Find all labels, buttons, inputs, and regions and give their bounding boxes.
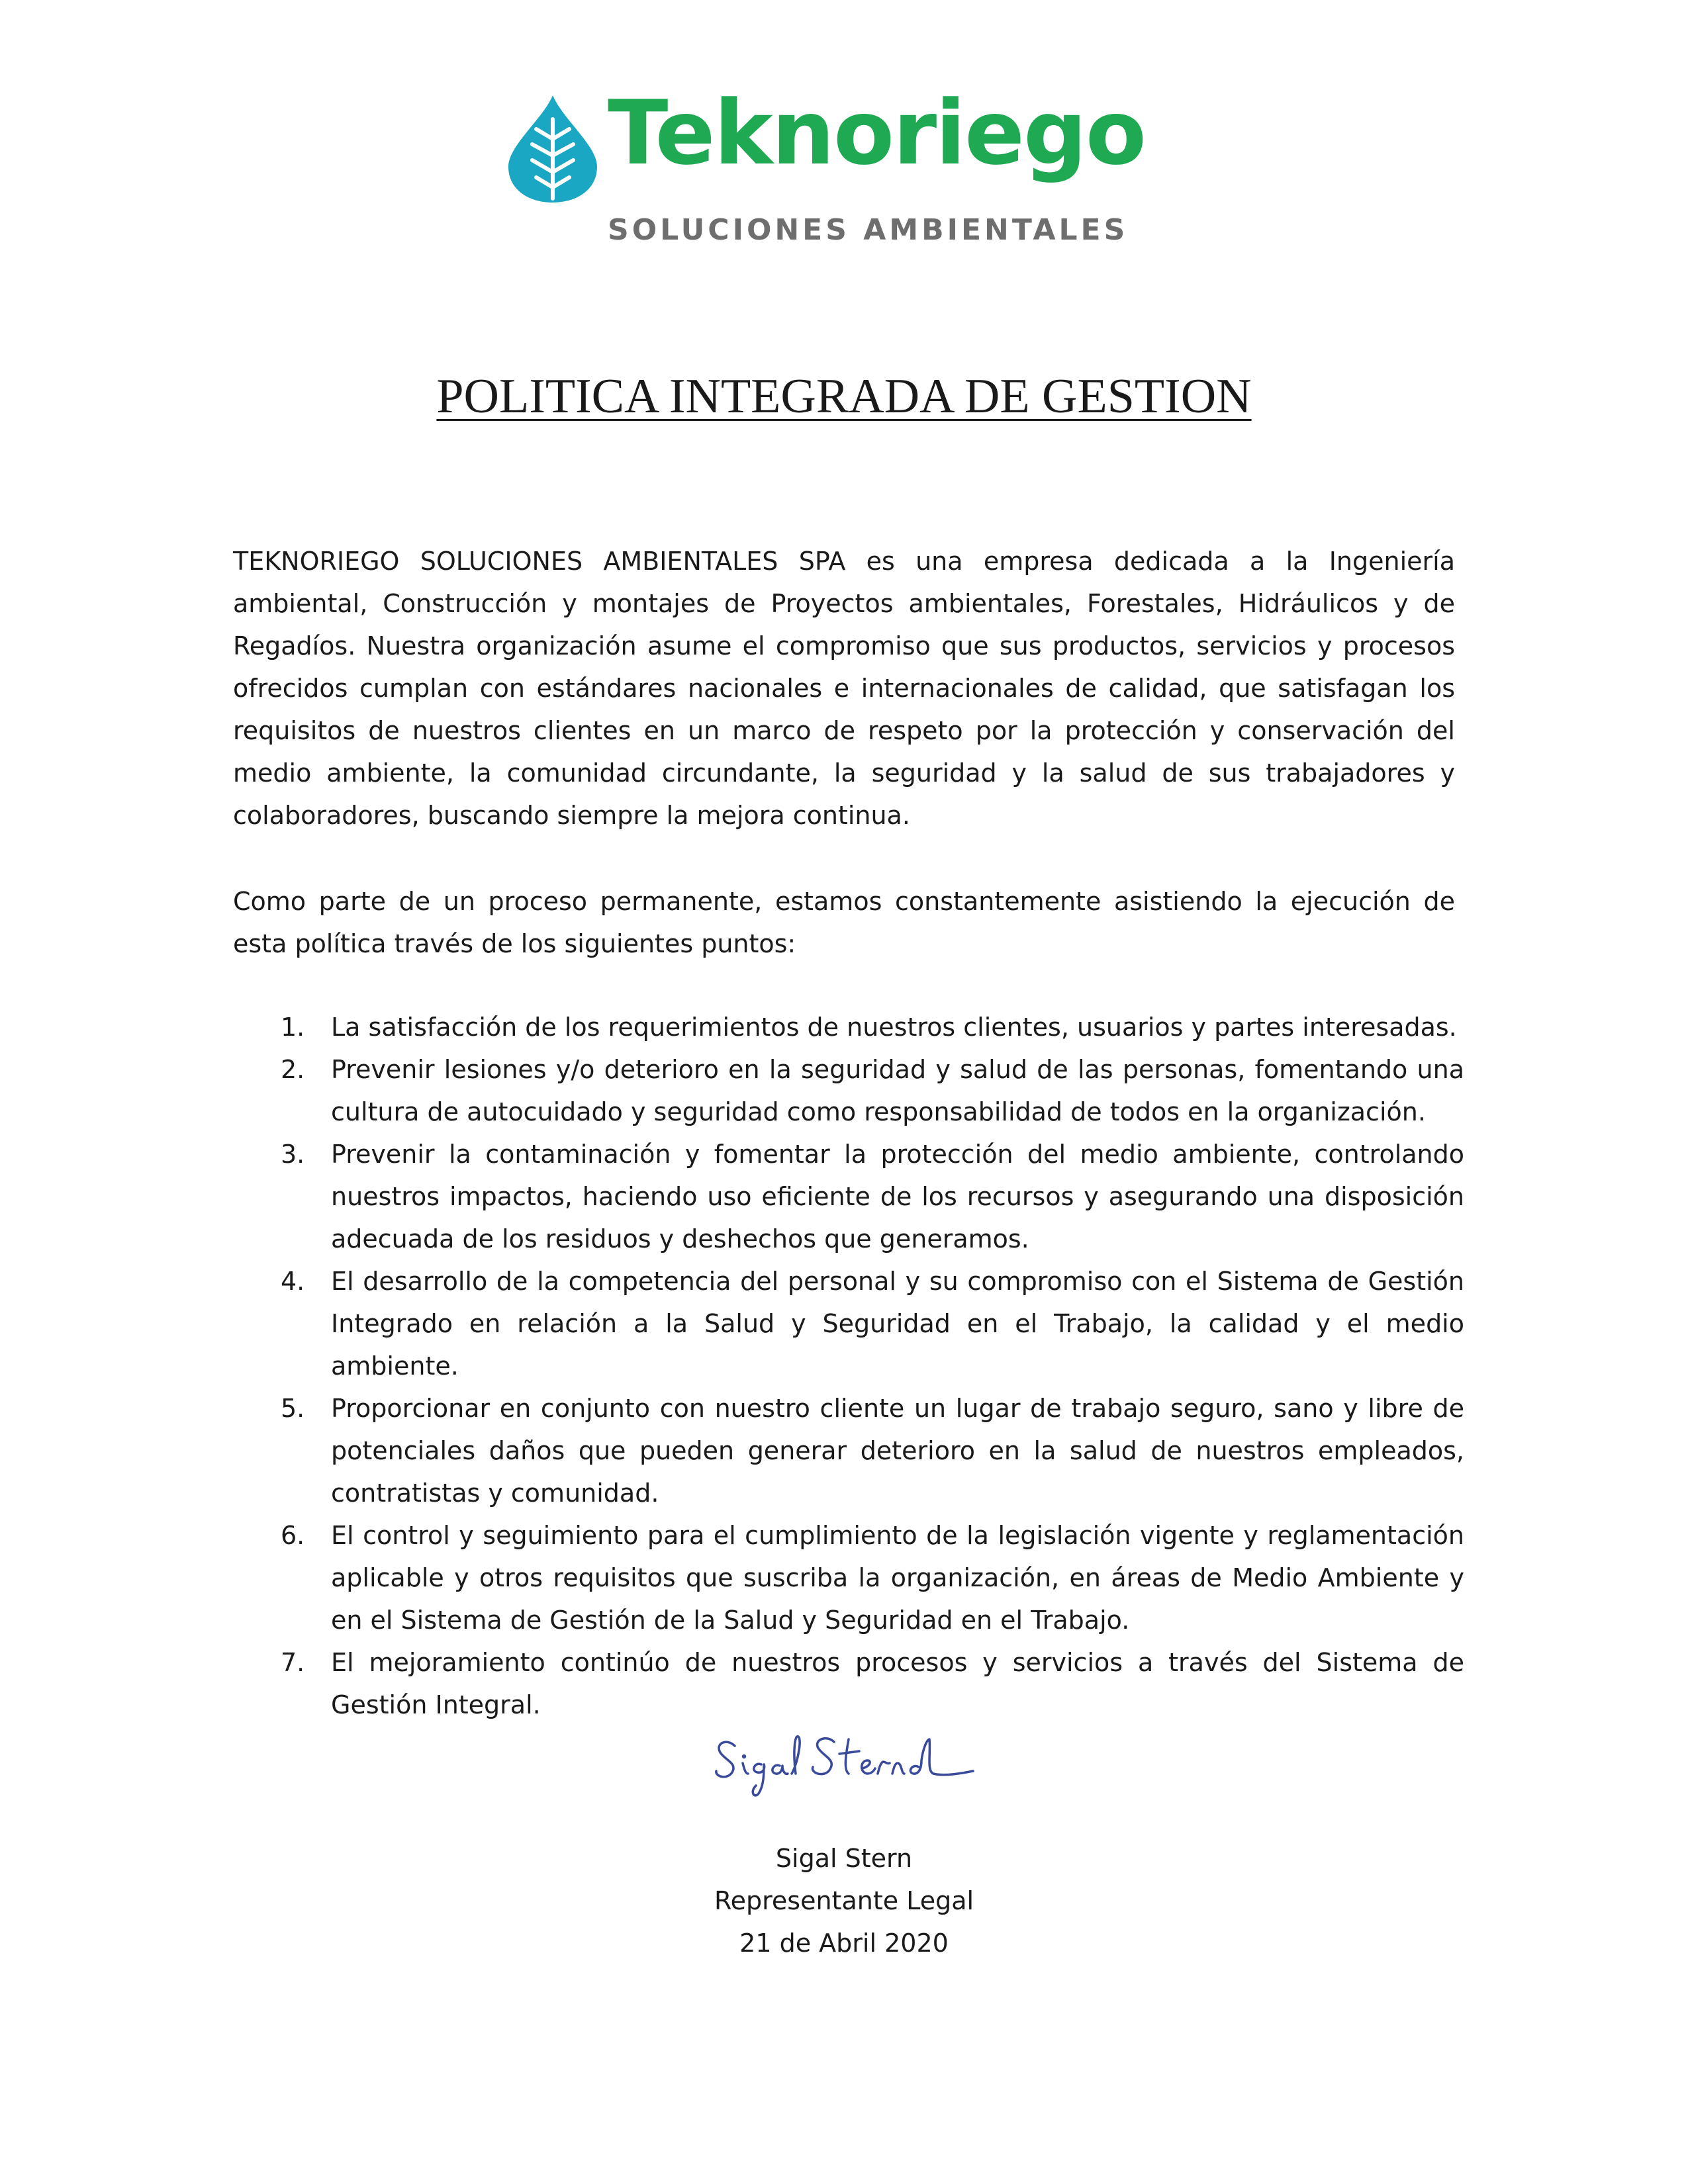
list-item — [233, 1260, 1464, 1387]
list-item-number: 4. — [281, 1267, 305, 1296]
list-item-number: 3. — [281, 1140, 305, 1169]
signer-role: Representante Legal — [714, 1886, 974, 1915]
signature-block — [0, 1837, 1688, 1964]
list-item-number: 1. — [281, 1013, 305, 1042]
list-item — [233, 1387, 1464, 1514]
list-item-number: 2. — [281, 1055, 305, 1084]
list-item-number: 6. — [281, 1521, 305, 1550]
intro-paragraph: TEKNORIEGO SOLUCIONES AMBIENTALES SPA es una empresa dedicada a la Ingeniería ambiental, Construcción y montajes de Proyectos ambientales, Forestales, Hidráulicos y de Regadíos. Nuestra organización asume el compromiso que sus productos, servicios y procesos ofrecidos cumplan con estándares nacionales e internacionales de calidad, que satisfagan los requisitos de nuestros clientes en un marco de respeto por la protección y conservación del medio ambiente, la comunidad circundante, la seguridad y la salud de sus trabajadores y colaboradores, buscando siempre la mejora continua. — [233, 547, 1455, 830]
list-item-text: El control y seguimiento para el cumplimiento de la legislación vigente y reglamentación aplicable y otros requisitos que suscriba la organización, en áreas de Medio Ambiente y en el Sistema de Gestión de la Salud y Seguridad en el Trabajo. — [331, 1521, 1464, 1635]
list-item-text: El desarrollo de la competencia del personal y su compromiso con el Sistema de Gestión Integrado en relación a la Salud y Seguridad en el Trabajo, la calidad y el medio ambiente. — [331, 1267, 1464, 1381]
handwritten-signature — [708, 1707, 986, 1807]
company-logo — [503, 81, 1145, 258]
list-item — [233, 1514, 1464, 1641]
points-intro-paragraph: Como parte de un proceso permanente, estamos constantemente asistiendo la ejecución de esta política través de los siguientes puntos: — [233, 887, 1455, 958]
list-item-text: Proporcionar en conjunto con nuestro cliente un lugar de trabajo seguro, sano y libre de potenciales daños que pueden generar deterioro en la salud de nuestros empleados, contratistas y comunidad. — [331, 1394, 1464, 1508]
list-item-text: Prevenir lesiones y/o deterioro en la seguridad y salud de las personas, fomentando una cultura de autocuidado y seguridad como responsabilidad de todos en la organización. — [331, 1055, 1464, 1126]
list-item-number: 5. — [281, 1394, 305, 1423]
policy-points-list — [233, 1006, 1464, 1726]
list-item — [233, 1006, 1464, 1048]
list-item — [233, 1133, 1464, 1260]
signer-name: Sigal Stern — [775, 1844, 913, 1873]
list-item — [233, 1048, 1464, 1133]
list-item-text: Prevenir la contaminación y fomentar la protección del medio ambiente, controlando nuestros impactos, haciendo uso eficiente de los recursos y asegurando una disposición adecuada de los residuos y deshechos que generamos. — [331, 1140, 1464, 1253]
leaf-drop-icon — [503, 93, 602, 205]
document-title: POLITICA INTEGRADA DE GESTION — [436, 369, 1252, 424]
signature-date: 21 de Abril 2020 — [739, 1929, 949, 1958]
logo-tagline: SOLUCIONES AMBIENTALES — [608, 213, 1129, 247]
list-item-number: 7. — [281, 1648, 305, 1677]
list-item-text: La satisfacción de los requerimientos de nuestros clientes, usuarios y partes interesadas. — [331, 1013, 1457, 1042]
logo-wordmark: Teknoriego — [608, 81, 1145, 185]
list-item-text: El mejoramiento continúo de nuestros procesos y servicios a través del Sistema de Gestión Integral. — [331, 1648, 1464, 1719]
